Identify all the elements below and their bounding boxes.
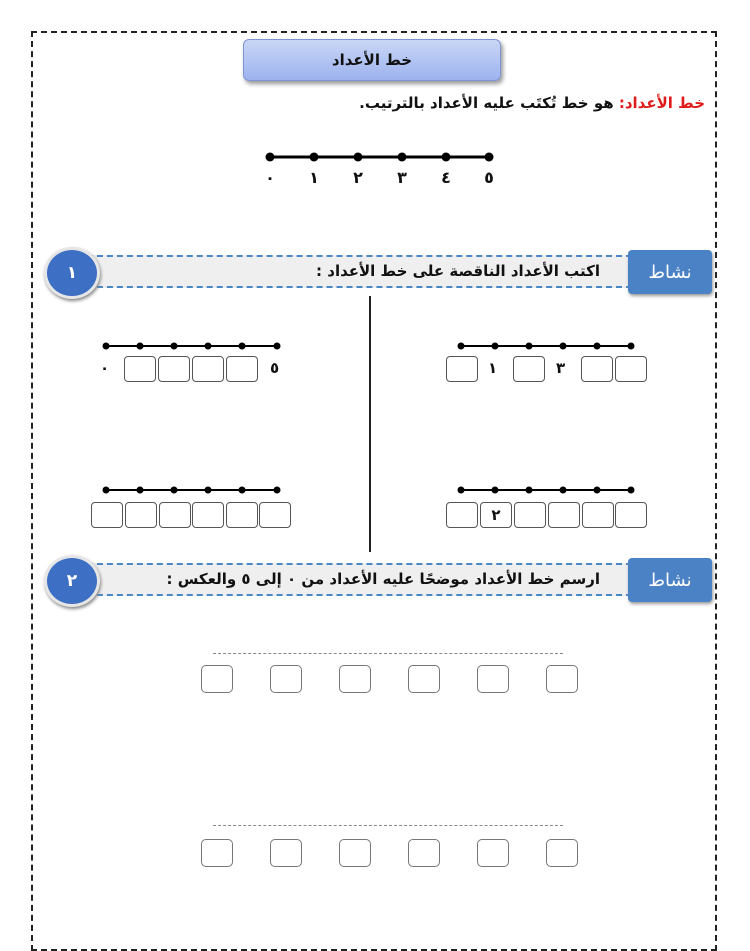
answer-box[interactable]	[270, 665, 302, 693]
number-line-label: ١	[309, 168, 319, 187]
answer-box[interactable]	[91, 502, 123, 528]
number-line-label: ٥	[484, 168, 494, 187]
answer-box[interactable]	[581, 356, 613, 382]
activity1-number-badge: ١	[44, 247, 100, 299]
activity2-number-badge: ٢	[44, 555, 100, 607]
answer-box[interactable]	[546, 839, 578, 867]
answer-box[interactable]	[477, 839, 509, 867]
answer-box[interactable]	[615, 356, 647, 382]
answer-box[interactable]	[546, 665, 578, 693]
page-title: خط الأعداد	[243, 39, 501, 81]
answer-box[interactable]	[477, 665, 509, 693]
answer-box[interactable]	[548, 502, 580, 528]
answer-box[interactable]	[513, 356, 545, 382]
answer-box[interactable]	[226, 356, 258, 382]
definition-text: هو خط تُكتَب عليه الأعداد بالترتيب.	[359, 94, 619, 112]
answer-box[interactable]	[270, 839, 302, 867]
draw-line-guide	[213, 653, 563, 654]
answer-box[interactable]	[259, 502, 291, 528]
number-line-label: ٠	[265, 168, 275, 187]
number-line-label: ٤	[441, 168, 451, 187]
answer-box[interactable]	[159, 502, 191, 528]
given-number: ١	[488, 359, 498, 377]
given-number: ٠	[100, 359, 110, 377]
answer-box[interactable]	[192, 356, 224, 382]
number-line-label: ٣	[397, 168, 407, 187]
given-number-box: ٢	[480, 502, 512, 528]
answer-box[interactable]	[514, 502, 546, 528]
answer-box[interactable]	[446, 502, 478, 528]
given-number: ٣	[556, 359, 566, 377]
answer-box[interactable]	[446, 356, 478, 382]
answer-box[interactable]	[339, 665, 371, 693]
answer-box[interactable]	[226, 502, 258, 528]
definition-term: خط الأعداد:	[618, 94, 705, 112]
activity2-instruction: ارسم خط الأعداد موضحًا عليه الأعداد من ٠ إلى ٥ والعكس :	[166, 570, 600, 588]
activity1-tag: نشاط	[628, 250, 712, 294]
draw-line-guide	[213, 825, 563, 826]
answer-box[interactable]	[615, 502, 647, 528]
answer-box[interactable]	[158, 356, 190, 382]
answer-box[interactable]	[582, 502, 614, 528]
answer-box[interactable]	[124, 356, 156, 382]
given-number: ٥	[270, 359, 280, 377]
answer-box[interactable]	[201, 839, 233, 867]
activity2-tag: نشاط	[628, 558, 712, 602]
answer-box[interactable]	[408, 839, 440, 867]
answer-box[interactable]	[408, 665, 440, 693]
activity1-instruction: اكتب الأعداد الناقصة على خط الأعداد :	[316, 262, 600, 280]
answer-box[interactable]	[125, 502, 157, 528]
number-line-label: ٢	[353, 168, 363, 187]
answer-box[interactable]	[339, 839, 371, 867]
answer-box[interactable]	[201, 665, 233, 693]
answer-box[interactable]	[192, 502, 224, 528]
